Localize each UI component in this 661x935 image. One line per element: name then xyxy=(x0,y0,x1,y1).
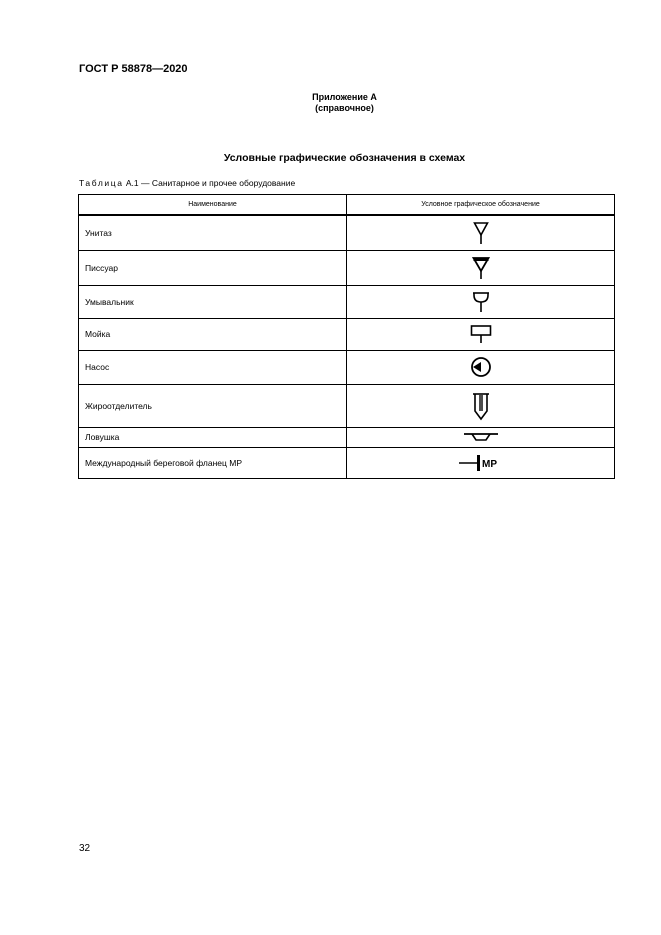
flange-label: MP xyxy=(481,458,497,470)
row-name: Умывальник xyxy=(79,285,347,318)
page-number: 32 xyxy=(79,843,91,854)
sink-symbol-icon xyxy=(470,324,492,344)
toilet-symbol-icon xyxy=(473,221,489,245)
row-symbol xyxy=(347,285,615,318)
symbols-table xyxy=(78,194,615,479)
table-row xyxy=(79,285,615,318)
washbasin-symbol-icon xyxy=(472,291,490,313)
table-row xyxy=(79,384,615,427)
column-header-symbol: Условное графическое обозначение xyxy=(347,195,615,216)
row-symbol xyxy=(347,427,615,447)
table-row xyxy=(79,215,615,250)
row-name: Насос xyxy=(79,350,347,384)
column-header-name: Наименование xyxy=(79,195,347,216)
grease-trap-symbol-icon xyxy=(472,391,490,421)
appendix-title: Приложение А xyxy=(312,92,377,102)
row-name: Мойка xyxy=(79,318,347,350)
table-row xyxy=(79,427,615,447)
standard-code: ГОСТ Р 58878—2020 xyxy=(79,63,188,75)
row-name: Международный береговой фланец MP xyxy=(79,447,347,478)
row-name: Ловушка xyxy=(79,427,347,447)
section-title: Условные графические обозначения в схемах xyxy=(223,152,466,164)
table-header-row xyxy=(79,195,615,216)
shore-flange-symbol-icon xyxy=(458,454,504,472)
row-symbol xyxy=(347,350,615,384)
table-row xyxy=(79,350,615,384)
table-row xyxy=(79,447,615,478)
table-row xyxy=(79,250,615,285)
row-name: Писсуар xyxy=(79,250,347,285)
appendix-subtitle: (справочное) xyxy=(315,103,374,113)
pump-symbol-icon xyxy=(469,356,493,378)
table-caption xyxy=(79,178,295,188)
row-symbol xyxy=(347,447,615,478)
row-name: Жироотделитель xyxy=(79,384,347,427)
table-row xyxy=(79,318,615,350)
appendix-heading xyxy=(0,92,661,114)
row-symbol xyxy=(347,318,615,350)
row-name: Унитаз xyxy=(79,215,347,250)
table-caption-text: А.1 — Санитарное и прочее оборудование xyxy=(123,178,296,188)
row-symbol xyxy=(347,250,615,285)
urinal-symbol-icon xyxy=(472,256,490,280)
trap-symbol-icon xyxy=(463,432,499,442)
row-symbol xyxy=(347,215,615,250)
table-caption-label: Таблица xyxy=(79,178,124,188)
row-symbol xyxy=(347,384,615,427)
